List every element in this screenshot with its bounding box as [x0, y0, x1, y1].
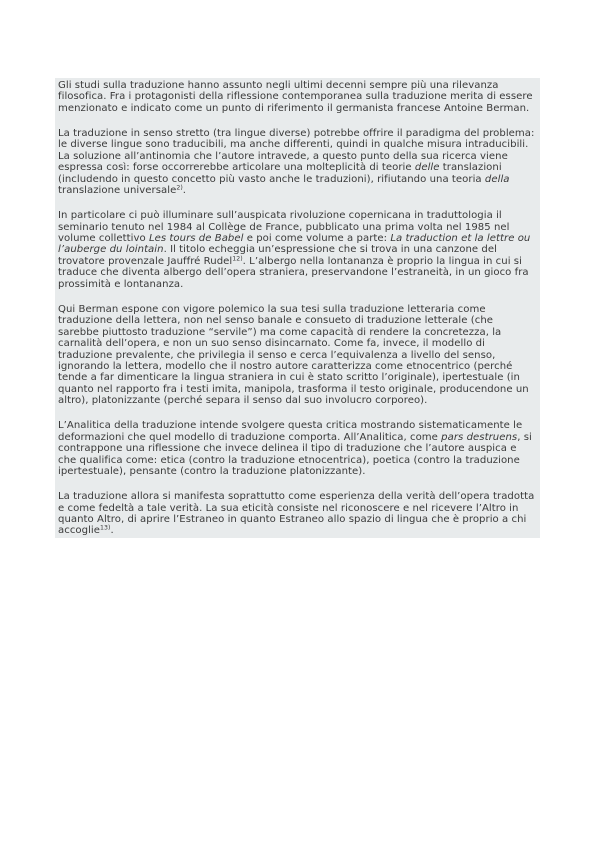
- text-run: , si contrappone una riflessione che invece delinea il tipo di traduzione che l’autore auspica e che qualifica come: etica (contro la traduzione etnocentrica), poetica (contro la traduzione ipertestuale), pensante (contro la traduzione platonizzante).: [58, 431, 532, 478]
- text-run: e poi come volume a parte:: [243, 232, 391, 244]
- paragraph: [58, 491, 537, 537]
- paragraph: [58, 304, 537, 407]
- italic-text: pars destruens: [441, 431, 518, 443]
- text-run: . Il titolo echeggia un’espressione che si trova in una canzone del trovatore provenzale Jauffré Rudel: [58, 244, 497, 267]
- text-run: L’Analitica della traduzione intende svolgere questa critica mostrando sistematicamente le deformazioni che quel modello di traduzione comporta. All’Analitica, come: [58, 420, 523, 443]
- italic-text: delle: [414, 162, 440, 174]
- text-run: translazioni (includendo in questo concetto più vasto anche le traduzioni), rifiutando una teoria: [58, 162, 502, 185]
- paragraph: [58, 210, 537, 290]
- text-run: La traduzione in senso stretto (tra lingue diverse) potrebbe offrire il paradigma del problema: le diverse lingue sono traducibili, ma anche differenti, quindi in qualche misura intraducibili. La soluzione all’antinomia che l’autore intravede, a questo punto della sua ricerca viene espressa così: forse occorrerebbe articolare una molteplicità di teorie: [58, 127, 535, 174]
- text-run: . L’albergo nella lontananza è proprio la lingua in cui si traduce che diventa albergo dell’opera straniera, preservandone l’estraneità, in un gioco fra prossimità e lontananza.: [58, 255, 529, 290]
- footnote-ref: 12): [232, 255, 243, 263]
- text-run: Gli studi sulla traduzione hanno assunto negli ultimi decenni sempre più una rilevanza filosofica. Fra i protagonisti della riflessione contemporanea sulla traduzione merita di essere menzionato e indicato come un punto di riferimento il germanista francese Antoine Berman.: [58, 80, 533, 114]
- footnote-ref: 13): [100, 524, 111, 532]
- italic-text: La traduction et la lettre ou l’auberge du lointain: [58, 232, 531, 256]
- text-run: In particolare ci può illuminare sull’auspicata rivoluzione copernicana in traduttologia il seminario tenuto nel 1984 al Collège de France, pubblicato una prima volta nel 1985 nel volume collettivo: [58, 210, 510, 244]
- text-run: .: [182, 185, 187, 197]
- italic-text: della: [484, 173, 510, 185]
- paragraph: [58, 420, 537, 477]
- text-run: Qui Berman espone con vigore polemico la sua tesi sulla traduzione letteraria come traduzione della lettera, non nel senso banale e consueto di traduzione letterale (che sarebbe piuttosto traduzione “servile”) ma come capacità di rendere la concretezza, la carnalità dell’opera, e non un suo senso disincarnato. Come fa, invece, il modello di traduzione prevalente, che privilegia il senso e cerca l’equivalenza a livello del senso, ignorando la lettera, modello che il nostro autore caratterizza come etnocentrico (perché tende a far dimenticare la lingua straniera in cui è stato scritto l’originale), ipertestuale (in quanto nel rapporto fra i testi imita, manipola, trasforma il testo originale, producendone un altro), platonizzante (perché separa il senso dal suo involucro corporeo).: [58, 303, 529, 407]
- text-run: translazione universale: [58, 185, 177, 197]
- text-run: La traduzione allora si manifesta soprattutto come esperienza della verità dell’opera tradotta e come fedeltà a tale verità. La sua eticità consiste nel riconoscere e nel ricevere l’Altro in quanto Altro, di aprire l’Estraneo in quanto Estraneo allo spazio di lingua che è proprio a chi accoglie: [58, 491, 535, 537]
- footnote-ref: 2): [176, 184, 183, 192]
- text-run: .: [110, 525, 114, 537]
- paragraph: [58, 128, 537, 197]
- italic-text: Les tours de Babel: [148, 232, 244, 244]
- paragraph: [58, 80, 537, 114]
- text-block: [55, 78, 540, 538]
